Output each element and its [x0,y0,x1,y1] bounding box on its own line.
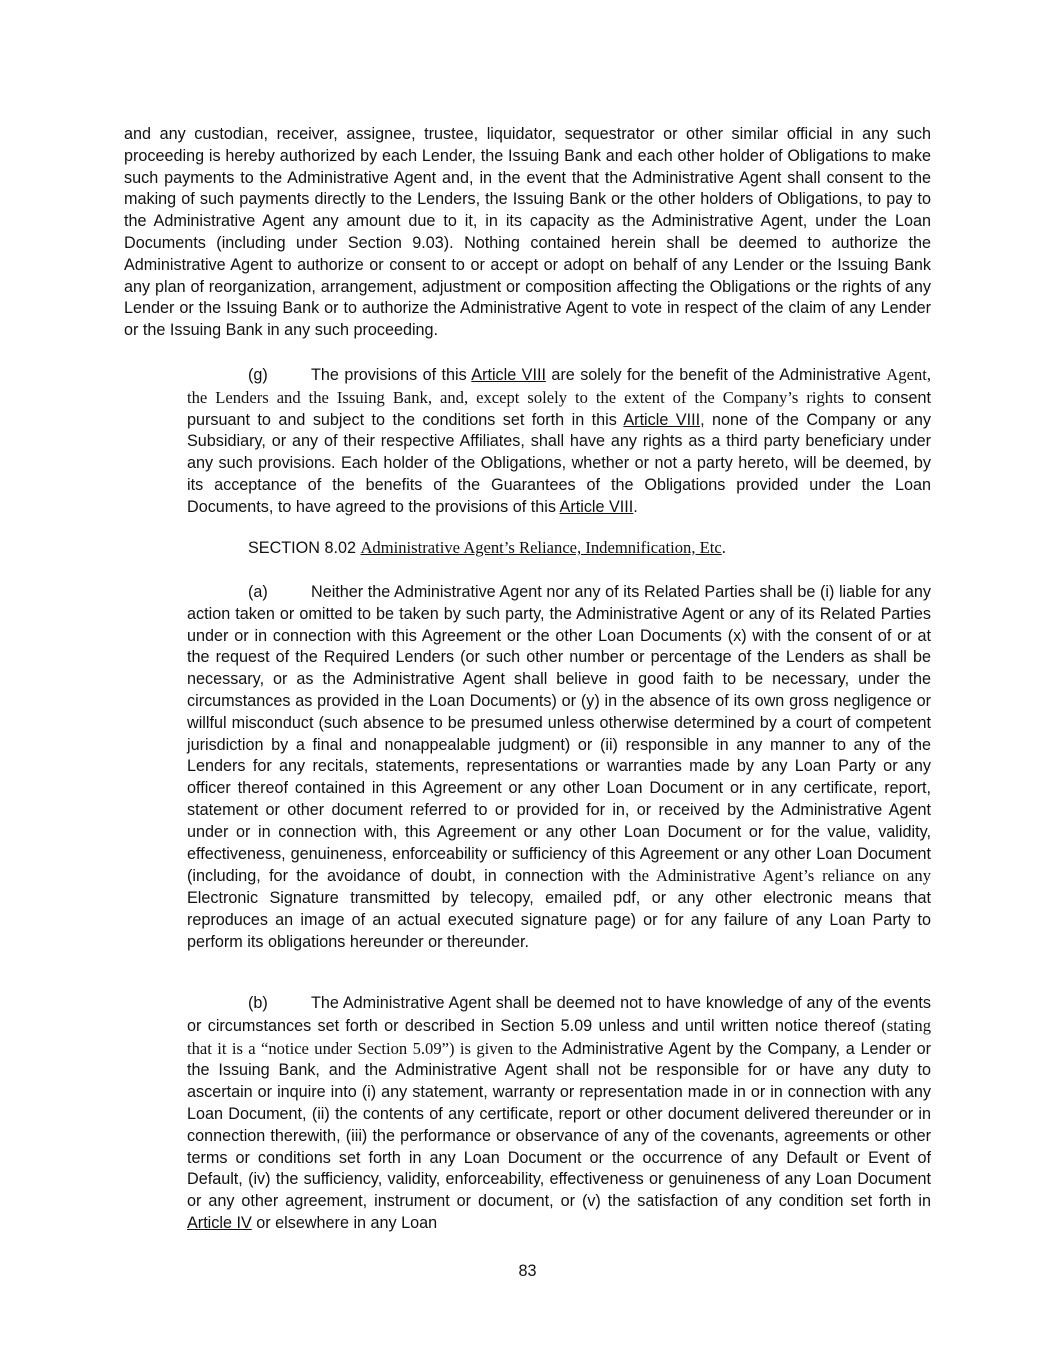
section-heading [248,537,931,560]
paragraph-f-continuation [124,124,931,342]
section-title-period: . [721,538,726,557]
article-viii-reference: Article VIII [559,497,634,516]
paragraph-text: Electronic Signature transmitted by telecopy, emailed pdf, or any other electronic means that reproduces an image of an actual executed signature page) or for any failure of any Loan Party to perform its obligations hereunder or thereunder. [187,889,931,951]
paragraph-text: The Administrative Agent shall be deemed not to have knowledge of any of the events or circumstances set forth or described in Section 5.09 unless and until written notice thereof [187,994,931,1035]
paragraph-text: or elsewhere in any Loan [251,1213,438,1232]
article-viii-reference: Article VIII [471,366,546,384]
paragraph-text: Administrative Agent by the Company, a Lender or the Issuing Bank, and the Administrative Agent shall not be responsible for or have any duty to ascertain or inquire into (i) any statement, warranty or representation made in or in connection with any Loan Document, (ii) the contents of any certificate, report or other document delivered thereunder or in connection therewith, (iii) the performance or observance of any of the covenants, agreements or other terms or conditions set forth in any Loan Document or the occurrence of any Default or Event of Default, (iv) the sufficiency, validity, enforceability, effectiveness or genuineness of any Loan Document or any other agreement, instrument or document, or (v) the satisfaction of any condition set forth in [187,1039,931,1211]
page-number: 83 [518,1262,537,1280]
paragraph-g [187,364,931,519]
paragraph-text: The provisions of this [311,366,472,384]
paragraph-text: and any custodian, receiver, assignee, trustee, liquidator, sequestrator or other similar official in any such proceeding is hereby authorized by each Lender, the Issuing Bank and each other holder of Obligations to make such payments to the Administrative Agent and, in the event that the Administrative Agent shall consent to the making of such payments directly to the Lenders, the Issuing Bank or the other holders of Obligations, to pay to the Administrative Agent any amount due to it, in its capacity as the Administrative Agent, under the Loan Documents (including under Section 9.03). Nothing contained herein shall be deemed to authorize the Administrative Agent to authorize or consent to or accept or adopt on behalf of any Lender or the Issuing Bank any plan of reorganization, arrangement, adjustment or composition affecting the Obligations or the rights of any Lender or the Issuing Bank or to authorize the Administrative Agent to vote in respect of the claim of any Lender or the Issuing Bank in any such proceeding. [124,125,931,340]
section-title: Administrative Agent’s Reliance, Indemnification, Etc [360,538,722,557]
paragraph-label: (a) [248,583,268,601]
article-viii-reference: Article VIII [623,410,701,429]
paragraph-b [187,993,931,1235]
paragraph-text: to consent pursuant to and subject to the conditions set forth in this [187,388,931,429]
paragraph-text: , none of the Company or any Subsidiary, or any of their respective Affiliates, shall have any rights as a third party beneficiary under any such provisions. Each holder of the Obligations, whether or not a party hereto, will be deemed, by its acceptance of the benefits of the Guarantees of the Obligations provided under the Loan Documents, to have agreed to the provisions of this [187,410,931,516]
paragraph-text-serif: the Administrative Agent’s reliance on any [628,866,931,886]
article-iv-reference: Article IV [187,1213,252,1232]
section-number: SECTION 8.02 [248,539,361,557]
paragraph-label: (g) [248,366,268,384]
paragraph-text: Neither the Administrative Agent nor any of its Related Parties shall be (i) liable for any action taken or omitted to be taken by such party, the Administrative Agent or any of its Related Parties under or in connection with this Agreement or the other Loan Documents (x) with the consent of or at the request of the Required Lenders (or such other number or percentage of the Lenders as shall be necessary, or as the Administrative Agent shall believe in good faith to be necessary, under the circumstances as provided in the Loan Documents) or (y) in the absence of its own gross negligence or willful misconduct (such absence to be presumed unless otherwise determined by a court of competent jurisdiction by a final and nonappealable judgment) or (ii) responsible in any manner to any of the Lenders for any recitals, statements, representations or warranties made by any Loan Party or any officer thereof contained in this Agreement or any other Loan Document or in any certificate, report, statement or other document referred to or provided for in, or received by the Administrative Agent under or in connection with, this Agreement or any other Loan Document or for the value, validity, effectiveness, genuineness, enforceability or sufficiency of this Agreement or any other Loan Document (including, for the avoidance of doubt, in connection with [187,583,931,886]
paragraph-text: . [633,497,638,516]
paragraph-text-serif: (stating that it is a “notice under Section 5.09”) is given to the [187,1015,931,1058]
paragraph-text-serif: Agent, the Lenders and the Issuing Bank, and, except solely to the extent of the Company’s rights [187,365,931,407]
paragraph-label: (b) [248,994,268,1012]
paragraph-a [187,582,931,954]
paragraph-text: are solely for the benefit of the Administrative [545,366,887,384]
